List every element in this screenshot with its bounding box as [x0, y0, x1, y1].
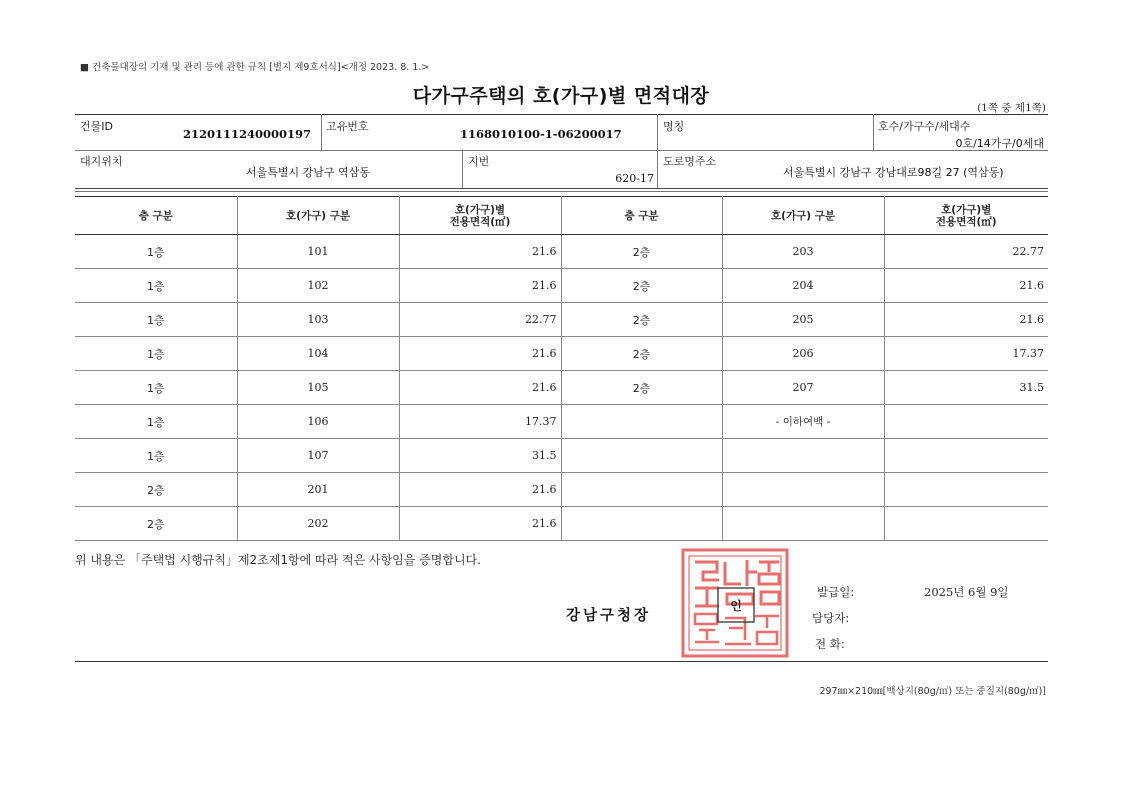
unit-cell: 205 — [722, 303, 884, 337]
floor-cell — [561, 439, 722, 473]
unit-cell: 204 — [722, 269, 884, 303]
table-row — [75, 405, 1048, 439]
unit-cell: 103 — [237, 303, 399, 337]
floor-cell: 1층 — [75, 269, 237, 303]
floor-cell: 1층 — [75, 303, 237, 337]
official-seal — [681, 548, 789, 658]
unit-cell: 201 — [237, 473, 399, 507]
area-cell: 21.6 — [884, 303, 1048, 337]
document-title: 다가구주택의 호(가구)별 면적대장 — [412, 85, 710, 107]
floor-cell: 2층 — [561, 371, 722, 405]
floor-cell — [561, 507, 722, 541]
units-label: 호수/가구수/세대수 — [878, 120, 971, 133]
area-cell: 31.5 — [884, 371, 1048, 405]
unit-cell: 102 — [237, 269, 399, 303]
floor-cell: 2층 — [561, 303, 722, 337]
unit-cell — [722, 473, 884, 507]
unit-cell: 105 — [237, 371, 399, 405]
unit-cell: 104 — [237, 337, 399, 371]
area-cell: 22.77 — [884, 235, 1048, 269]
unit-cell: 203 — [722, 235, 884, 269]
building-id-value: 2120111240000197 — [183, 127, 312, 141]
area-cell: 21.6 — [399, 235, 561, 269]
unit-cell: 107 — [237, 439, 399, 473]
table-row — [75, 473, 1048, 507]
seal-mark: 인 — [730, 599, 742, 613]
table-row — [75, 371, 1048, 405]
area-cell: 31.5 — [399, 439, 561, 473]
floor-cell — [561, 473, 722, 507]
blank-below-marker: - 이하여백 - — [722, 405, 884, 439]
col-header-area: 호(가구)별 전용면적(㎡) — [399, 197, 561, 235]
table-row — [75, 507, 1048, 541]
floor-cell: 2층 — [561, 269, 722, 303]
site-label: 대지위치 — [80, 155, 123, 168]
building-id-label: 건물ID — [80, 120, 113, 133]
units-value: 0호/14가구/0세대 — [955, 137, 1044, 150]
issue-date-value: 2025년 6월 9일 — [924, 585, 1009, 599]
area-cell: 17.37 — [399, 405, 561, 439]
issue-date-label: 발급일: — [817, 585, 855, 599]
road-value: 서울특별시 강남구 강남대로98길 27 (역삼동) — [783, 166, 1004, 179]
area-cell: 21.6 — [884, 269, 1048, 303]
area-cell: 21.6 — [399, 371, 561, 405]
area-cell: 21.6 — [399, 473, 561, 507]
col-header-unit: 호(가구) 구분 — [237, 197, 399, 235]
floor-cell: 1층 — [75, 337, 237, 371]
area-cell — [884, 473, 1048, 507]
table-row — [75, 439, 1048, 473]
unit-cell: 101 — [237, 235, 399, 269]
area-cell: 17.37 — [884, 337, 1048, 371]
area-cell — [884, 439, 1048, 473]
floor-cell: 2층 — [561, 337, 722, 371]
seal-stamp-icon — [681, 548, 789, 658]
lot-label: 지번 — [468, 155, 490, 168]
unit-cell: 202 — [237, 507, 399, 541]
bottom-rule — [75, 661, 1048, 662]
unit-cell: 206 — [722, 337, 884, 371]
issuer-name: 강남구청장 — [566, 608, 652, 624]
unit-cell: 207 — [722, 371, 884, 405]
unique-no-value: 1168010100-1-06200017 — [460, 127, 622, 141]
col-header-floor: 층 구분 — [561, 197, 722, 235]
table-row — [75, 269, 1048, 303]
paper-spec-note: 297㎜×210㎜[백상지(80g/㎡) 또는 중질지(80g/㎡)] — [819, 686, 1046, 697]
unit-cell: 106 — [237, 405, 399, 439]
col-header-floor: 층 구분 — [75, 197, 237, 235]
lot-value: 620-17 — [615, 172, 654, 185]
name-label: 명칭 — [663, 120, 685, 133]
table-row — [75, 303, 1048, 337]
table-row — [75, 337, 1048, 371]
table-header-row — [75, 197, 1048, 235]
floor-cell: 1층 — [75, 439, 237, 473]
road-label: 도로명주소 — [663, 155, 717, 168]
page-info: (1쪽 중 제1쪽) — [977, 102, 1046, 114]
unique-no-label: 고유번호 — [326, 120, 369, 133]
certification-text: 위 내용은 「주택법 시행규칙」제2조제1항에 따라 적은 사항임을 증명합니다. — [75, 553, 481, 567]
floor-cell: 1층 — [75, 405, 237, 439]
floor-cell: 2층 — [75, 473, 237, 507]
floor-cell: 2층 — [561, 235, 722, 269]
floor-cell — [561, 405, 722, 439]
area-cell — [884, 507, 1048, 541]
floor-cell: 2층 — [75, 507, 237, 541]
unit-cell — [722, 507, 884, 541]
officer-label: 담당자: — [812, 611, 850, 625]
unit-cell — [722, 439, 884, 473]
area-cell: 21.6 — [399, 269, 561, 303]
col-header-unit: 호(가구) 구분 — [722, 197, 884, 235]
phone-label: 전 화: — [815, 637, 845, 651]
area-cell — [884, 405, 1048, 439]
area-cell: 21.6 — [399, 507, 561, 541]
area-table — [75, 196, 1048, 541]
col-header-area: 호(가구)별 전용면적(㎡) — [884, 197, 1048, 235]
floor-cell: 1층 — [75, 235, 237, 269]
form-note: ■ 건축물대장의 기재 및 관리 등에 관한 규칙 [별지 제9호서식]<개정 2023. 8. 1.> — [80, 62, 430, 73]
site-value: 서울특별시 강남구 역삼동 — [246, 166, 370, 179]
area-cell: 22.77 — [399, 303, 561, 337]
area-cell: 21.6 — [399, 337, 561, 371]
floor-cell: 1층 — [75, 371, 237, 405]
table-row — [75, 235, 1048, 269]
